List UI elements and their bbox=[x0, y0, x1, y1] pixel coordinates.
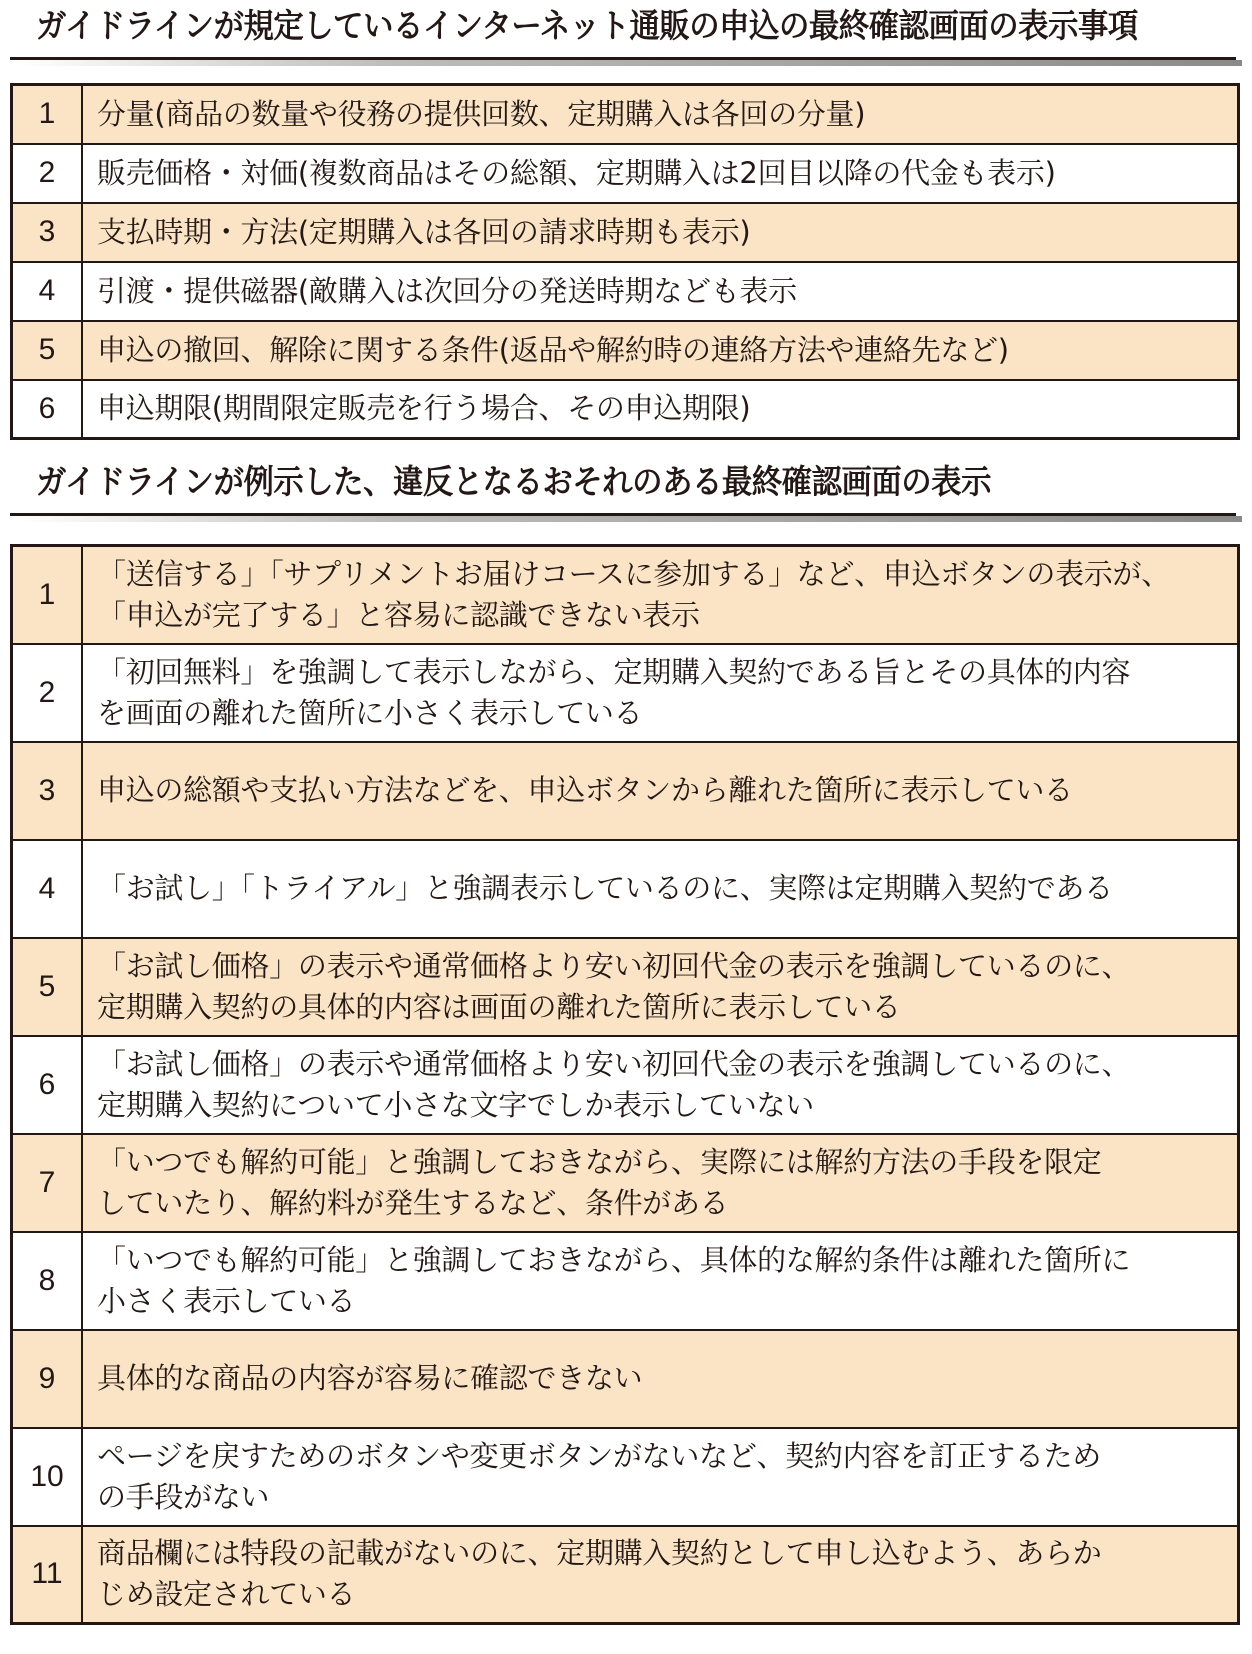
row-number: 7 bbox=[12, 1134, 83, 1232]
row-number: 6 bbox=[12, 380, 83, 439]
row-number: 4 bbox=[12, 840, 83, 938]
row-text: 申込期限(期間限定販売を行う場合、その申込期限) bbox=[82, 380, 1239, 439]
row-text: 「お試し」「トライアル」と強調表示しているのに、実際は定期購入契約である bbox=[82, 840, 1239, 938]
table-row bbox=[12, 321, 1239, 380]
row-number: 3 bbox=[12, 742, 83, 840]
row-number: 11 bbox=[12, 1526, 83, 1624]
row-text: 「初回無料」を強調して表示しながら、定期購入契約である旨とその具体的内容 を画面の離れた箇所に小さく表示している bbox=[82, 644, 1239, 742]
row-number: 1 bbox=[12, 546, 83, 644]
row-text: 「お試し価格」の表示や通常価格より安い初回代金の表示を強調しているのに、 定期購入契約について小さな文字でしか表示していない bbox=[82, 1036, 1239, 1134]
table-row bbox=[12, 144, 1239, 203]
table-row bbox=[12, 1526, 1239, 1624]
title-underline-shade bbox=[18, 516, 1242, 522]
table-row bbox=[12, 546, 1239, 644]
section-title-violation-examples bbox=[10, 456, 1236, 516]
row-text: 分量(商品の数量や役務の提供回数、定期購入は各回の分量) bbox=[82, 85, 1239, 144]
row-text: 具体的な商品の内容が容易に確認できない bbox=[82, 1330, 1239, 1428]
table-row bbox=[12, 742, 1239, 840]
row-text: 引渡・提供磁器(敵購入は次回分の発送時期なども表示 bbox=[82, 262, 1239, 321]
row-number: 2 bbox=[12, 144, 83, 203]
table-row bbox=[12, 380, 1239, 439]
page-title: ガイドラインが規定しているインターネット通販の申込の最終確認画面の表示事項 bbox=[36, 6, 1138, 45]
row-text: 商品欄には特段の記載がないのに、定期購入契約として申し込むよう、あらか じめ設定されている bbox=[82, 1526, 1239, 1624]
row-text: 「いつでも解約可能」と強調しておきながら、具体的な解約条件は離れた箇所に 小さく表示している bbox=[82, 1232, 1239, 1330]
table-row bbox=[12, 1428, 1239, 1526]
row-number: 2 bbox=[12, 644, 83, 742]
row-text: 支払時期・方法(定期購入は各回の請求時期も表示) bbox=[82, 203, 1239, 262]
row-number: 3 bbox=[12, 203, 83, 262]
table-row bbox=[12, 938, 1239, 1036]
table-row bbox=[12, 262, 1239, 321]
row-number: 4 bbox=[12, 262, 83, 321]
table-row bbox=[12, 1232, 1239, 1330]
row-text: 「お試し価格」の表示や通常価格より安い初回代金の表示を強調しているのに、 定期購入契約の具体的内容は画面の離れた箇所に表示している bbox=[82, 938, 1239, 1036]
row-number: 10 bbox=[12, 1428, 83, 1526]
row-text: 「送信する」「サプリメントお届けコースに参加する」など、申込ボタンの表示が、 「申込が完了する」と容易に認識できない表示 bbox=[82, 546, 1239, 644]
row-text: 申込の撤回、解除に関する条件(返品や解約時の連絡方法や連絡先など) bbox=[82, 321, 1239, 380]
section-heading: ガイドラインが例示した、違反となるおそれのある最終確認画面の表示 bbox=[36, 462, 991, 501]
row-number: 9 bbox=[12, 1330, 83, 1428]
table-row bbox=[12, 1036, 1239, 1134]
row-text: 申込の総額や支払い方法などを、申込ボタンから離れた箇所に表示している bbox=[82, 742, 1239, 840]
row-text: ページを戻すためのボタンや変更ボタンがないなど、契約内容を訂正するため の手段がない bbox=[82, 1428, 1239, 1526]
row-number: 8 bbox=[12, 1232, 83, 1330]
table-row bbox=[12, 840, 1239, 938]
row-number: 5 bbox=[12, 321, 83, 380]
section-title-display-items bbox=[10, 0, 1236, 60]
row-text: 販売価格・対価(複数商品はその総額、定期購入は2回目以降の代金も表示) bbox=[82, 144, 1239, 203]
display-items-table bbox=[10, 83, 1240, 440]
table-row bbox=[12, 85, 1239, 144]
table-row bbox=[12, 1134, 1239, 1232]
title-underline-shade bbox=[18, 60, 1242, 66]
row-number: 6 bbox=[12, 1036, 83, 1134]
row-text: 「いつでも解約可能」と強調しておきながら、実際には解約方法の手段を限定 していたり、解約料が発生するなど、条件がある bbox=[82, 1134, 1239, 1232]
violation-examples-table bbox=[10, 544, 1240, 1625]
table-row bbox=[12, 203, 1239, 262]
table-row bbox=[12, 1330, 1239, 1428]
row-number: 5 bbox=[12, 938, 83, 1036]
row-number: 1 bbox=[12, 85, 83, 144]
table-row bbox=[12, 644, 1239, 742]
